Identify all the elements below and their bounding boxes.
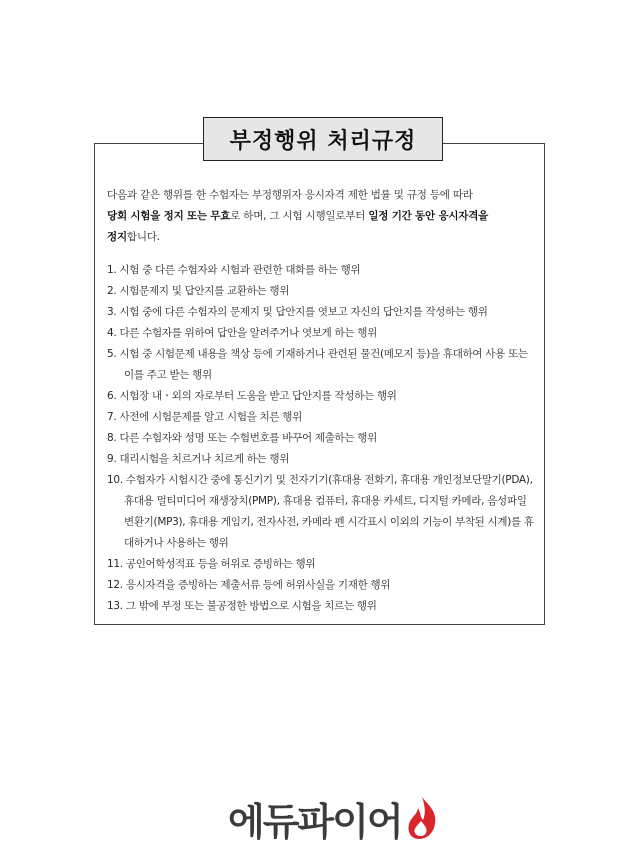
rule-text: 시험 중 다른 수험자와 시험과 관련한 대화를 하는 행위	[119, 264, 361, 276]
intro-line-3: 합니다.	[126, 231, 160, 243]
rule-number: 4.	[107, 327, 117, 339]
rule-number: 11.	[107, 558, 123, 570]
rule-text: 응시자격을 증빙하는 제출서류 등에 허위사실을 기재한 행위	[125, 579, 391, 591]
rule-number: 10.	[107, 474, 123, 486]
intro-emphasis-3: 정지	[107, 231, 127, 243]
intro-emphasis-2: 일정 기간 동안 응시자격을	[368, 210, 489, 222]
rule-item	[107, 470, 539, 554]
rule-text: 다른 수험자와 성명 또는 수험번호를 바꾸어 제출하는 행위	[119, 432, 377, 444]
rule-item	[107, 407, 539, 428]
page-title: 부정행위 처리규정	[203, 117, 443, 161]
rule-number: 1.	[107, 264, 117, 276]
intro-line-2: 로 하며, 그 시험 시행일로부터	[230, 210, 369, 222]
rule-number: 5.	[107, 348, 117, 360]
rule-text: 공인어학성적표 등을 허위로 증빙하는 행위	[125, 558, 316, 570]
rule-text: 시험 중에 다른 수험자의 문제지 및 답안지를 엿보고 자신의 답안지를 작성하는 행위	[119, 306, 488, 318]
rule-number: 7.	[107, 411, 117, 423]
rule-item	[107, 302, 539, 323]
rule-item	[107, 575, 539, 596]
logo-text: 에듀파이어	[228, 799, 402, 844]
rule-number: 2.	[107, 285, 117, 297]
intro-line-1: 다음과 같은 행위를 한 수험자는 부정행위자 응시자격 제한 법률 및 규정 등에 따라	[107, 189, 473, 201]
rule-item	[107, 260, 539, 281]
rule-number: 6.	[107, 390, 117, 402]
rule-text: 시험 중 시험문제 내용을 책상 등에 기재하거나 관련된 물건(메모지 등)을 휴대하여 사용 또는 이를 주고 받는 행위	[119, 348, 528, 381]
rule-item	[107, 281, 539, 302]
rule-text: 사전에 시험문제를 알고 시험을 치른 행위	[119, 411, 302, 423]
rule-number: 3.	[107, 306, 117, 318]
rule-item	[107, 428, 539, 449]
rule-text: 대리시험을 치르거나 치르게 하는 행위	[119, 453, 290, 465]
rules-list	[107, 260, 539, 617]
rule-text: 시험장 내ㆍ외의 자로부터 도움을 받고 답안지를 작성하는 행위	[119, 390, 397, 402]
edufire-logo	[228, 793, 440, 843]
intro-paragraph	[107, 185, 537, 248]
intro-emphasis-1: 당회 시험을 정지 또는 무효	[107, 210, 231, 222]
rule-item	[107, 344, 539, 386]
rule-item	[107, 449, 539, 470]
rule-number: 13.	[107, 600, 123, 612]
rule-item	[107, 554, 539, 575]
rule-item	[107, 323, 539, 344]
rule-text: 다른 수험자를 위하여 답안을 알려주거나 엿보게 하는 행위	[119, 327, 377, 339]
rule-number: 8.	[107, 432, 117, 444]
rule-text: 그 밖에 부정 또는 불공정한 방법으로 시험을 치르는 행위	[125, 600, 377, 612]
rule-number: 9.	[107, 453, 117, 465]
flame-icon	[404, 795, 440, 841]
rule-text: 시험문제지 및 답안지를 교환하는 행위	[119, 285, 290, 297]
rule-text: 수험자가 시험시간 중에 통신기기 및 전자기기(휴대용 전화기, 휴대용 개인정보단말기(PDA), 휴대용 멀티미디어 재생장치(PMP), 휴대용 컴퓨터, 휴대용 카세트, 디지털 카메라, 음성파일 변환기(MP3), 휴대용 게임기, 전자사전, 카메라 펜 시각표시 이외의 기능이 부착된 시계)를 휴대하거나 사용하는 행위	[124, 474, 534, 549]
rule-item	[107, 386, 539, 407]
rule-item	[107, 596, 539, 617]
rule-number: 12.	[107, 579, 123, 591]
